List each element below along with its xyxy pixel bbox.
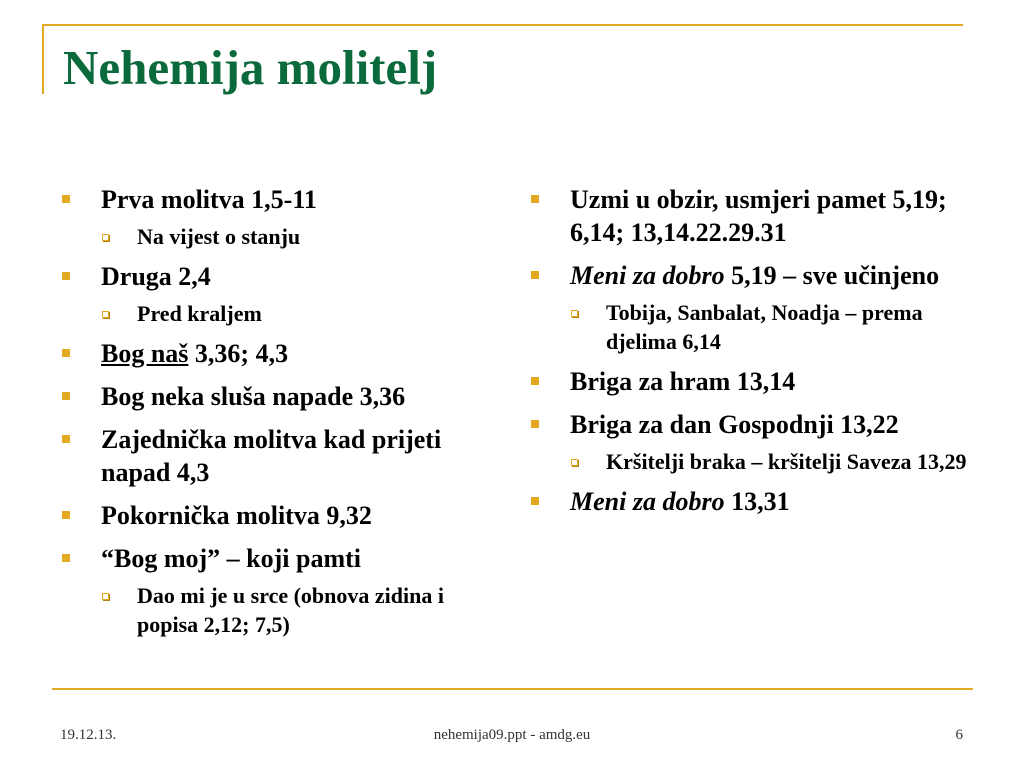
bullet-item <box>62 499 482 532</box>
sub-bullet-item <box>62 222 482 251</box>
slide-title: Nehemija molitelj <box>63 40 438 95</box>
underlined-text: Bog naš <box>101 339 189 368</box>
hollow-square-bullet-icon <box>571 310 578 317</box>
bullet-text: Pokornička molitva 9,32 <box>101 501 372 530</box>
square-bullet-icon <box>531 195 539 203</box>
frame-top-line <box>42 24 963 26</box>
bullet-item <box>531 408 971 441</box>
square-bullet-icon <box>531 420 539 428</box>
bullet-item <box>62 183 482 216</box>
square-bullet-icon <box>62 195 70 203</box>
sub-bullet-item <box>531 447 971 476</box>
hollow-square-bullet-icon <box>571 459 578 466</box>
italic-text: Meni za dobro <box>570 487 725 516</box>
bullet-text: 5,19 – sve učinjeno <box>724 261 940 290</box>
sub-bullet-item <box>62 299 482 328</box>
footer-divider-line <box>52 688 973 690</box>
bullet-text: 3,36; 4,3 <box>188 339 289 368</box>
frame-left-line <box>42 24 44 94</box>
bullet-text: Zajednička molitva kad prijeti napad 4,3 <box>101 425 442 487</box>
hollow-square-bullet-icon <box>102 593 109 600</box>
bullet-item <box>531 365 971 398</box>
left-bullet-column <box>62 183 482 648</box>
square-bullet-icon <box>62 554 70 562</box>
bullet-text: Prva molitva 1,5-11 <box>101 185 317 214</box>
bullet-item <box>62 542 482 575</box>
bullet-text: Bog neka sluša napade 3,36 <box>101 382 406 411</box>
bullet-item <box>62 260 482 293</box>
square-bullet-icon <box>62 392 70 400</box>
square-bullet-icon <box>62 272 70 280</box>
square-bullet-icon <box>62 349 70 357</box>
italic-text: Meni za dobro <box>570 261 725 290</box>
bullet-text: Briga za dan Gospodnji 13,22 <box>570 410 899 439</box>
sub-bullet-text: Kršitelji braka – kršitelji Saveza 13,29 <box>606 449 967 474</box>
sub-bullet-text: Na vijest o stanju <box>137 224 301 249</box>
page-number: 6 <box>955 727 963 743</box>
bullet-text: “Bog moj” – koji pamti <box>101 544 361 573</box>
sub-bullet-text: Dao mi je u srce (obnova zidina i popisa 2,12; 7,5) <box>137 583 444 637</box>
footer-date: 19.12.13. <box>60 727 117 743</box>
bullet-text: Uzmi u obzir, usmjeri pamet 5,19; 6,14; 13,14.22.29.31 <box>570 185 947 247</box>
footer-source: nehemija09.ppt - amdg.eu <box>433 727 591 743</box>
sub-bullet-text: Pred kraljem <box>137 301 262 326</box>
square-bullet-icon <box>62 435 70 443</box>
square-bullet-icon <box>531 271 539 279</box>
hollow-square-bullet-icon <box>102 311 109 318</box>
bullet-item <box>531 485 971 518</box>
sub-bullet-item <box>62 581 482 639</box>
right-bullet-column <box>531 183 971 528</box>
bullet-item <box>62 423 482 489</box>
bullet-text: Druga 2,4 <box>101 262 211 291</box>
square-bullet-icon <box>62 511 70 519</box>
sub-bullet-text: Tobija, Sanbalat, Noadja – prema djelima 6,14 <box>606 300 923 354</box>
bullet-item <box>531 259 971 292</box>
bullet-item <box>62 337 482 370</box>
hollow-square-bullet-icon <box>102 234 109 241</box>
bullet-text: 13,31 <box>724 487 790 516</box>
bullet-text: Briga za hram 13,14 <box>570 367 796 396</box>
sub-bullet-item <box>531 298 971 356</box>
square-bullet-icon <box>531 497 539 505</box>
bullet-item <box>531 183 971 249</box>
square-bullet-icon <box>531 377 539 385</box>
bullet-item <box>62 380 482 413</box>
